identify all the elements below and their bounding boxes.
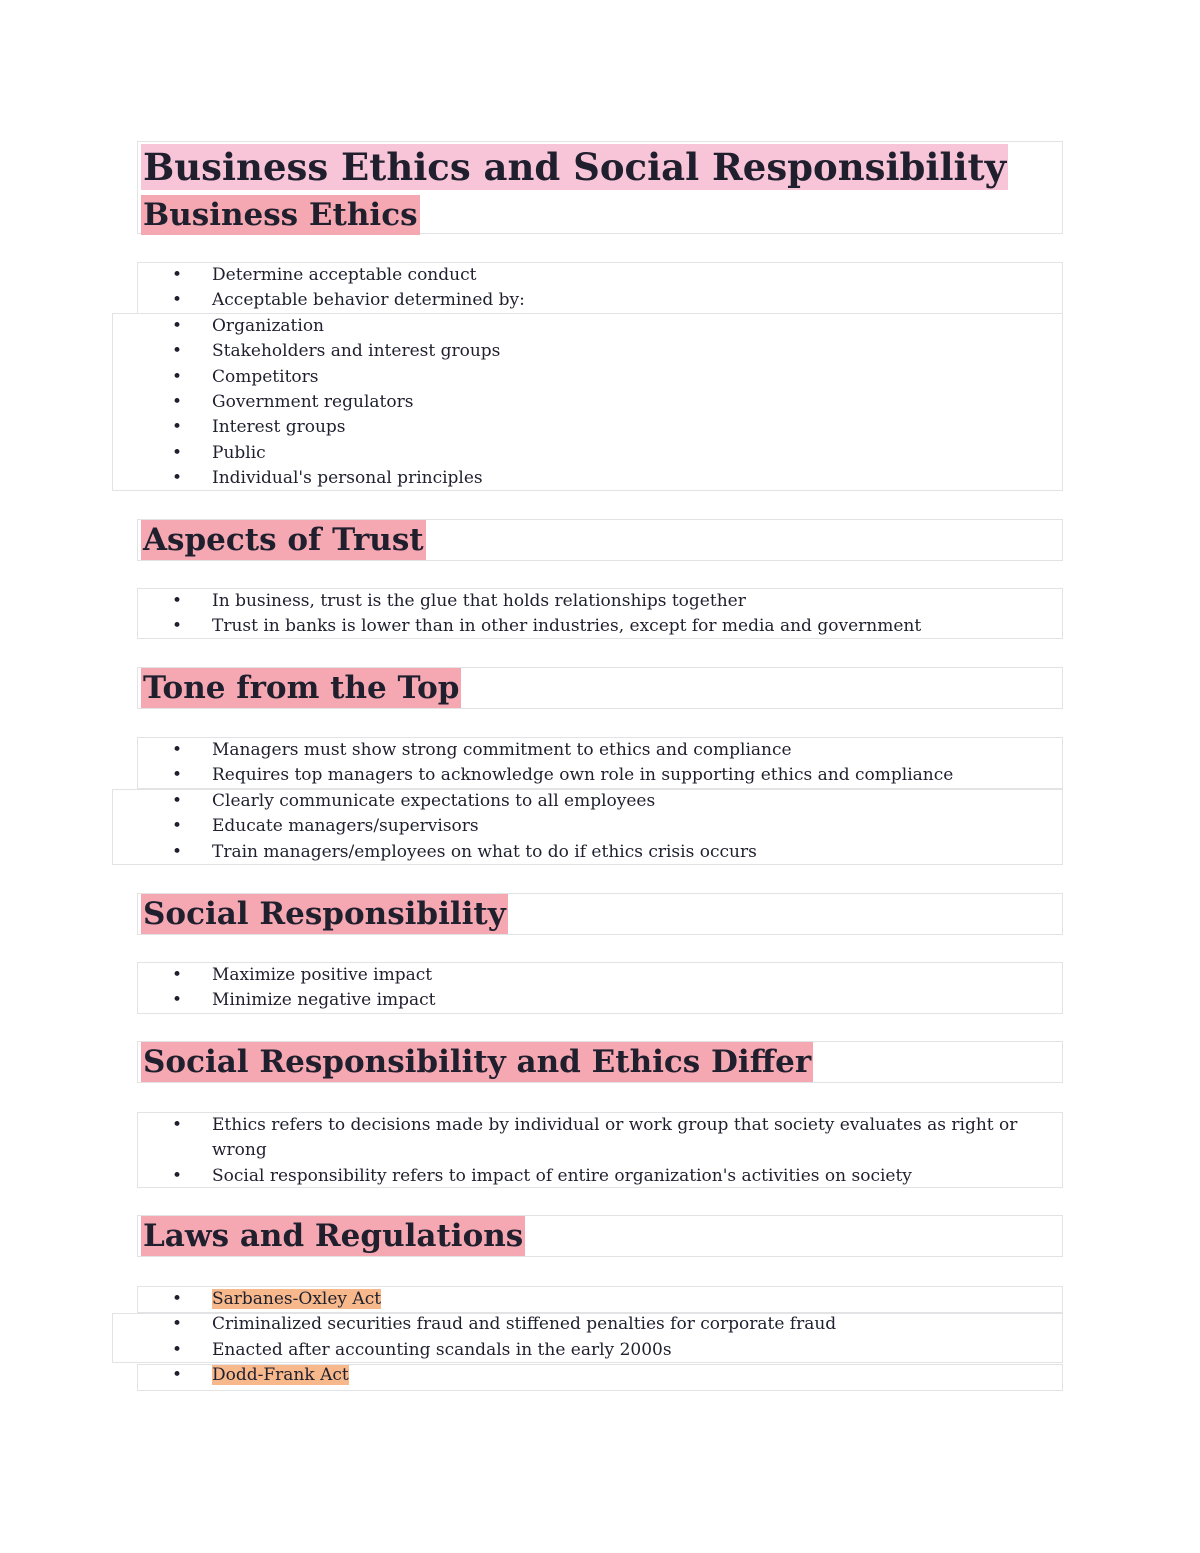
list-item: • In business, trust is the glue that holds relationships together — [172, 589, 921, 614]
list-item: • Organization — [172, 314, 525, 339]
list-item: • Managers must show strong commitment to ethics and compliance — [172, 738, 953, 763]
section-heading-sr-and-ethics-differ: Social Responsibility and Ethics Differ — [143, 1044, 812, 1080]
list-item: • Stakeholders and interest groups — [172, 339, 525, 364]
list-item: • Clearly communicate expectations to all employees — [172, 789, 953, 814]
list-item: • Public — [172, 441, 525, 466]
act-name: Dodd-Frank Act — [212, 1365, 349, 1386]
list-item: • Social responsibility refers to impact of entire organization's activities on society — [172, 1164, 1057, 1189]
sr-and-ethics-differ-list — [172, 1113, 1057, 1189]
business-ethics-list — [172, 263, 525, 492]
list-item: • Maximize positive impact — [172, 963, 436, 988]
list-item: • Educate managers/supervisors — [172, 814, 953, 839]
page-title: Business Ethics and Social Responsibility — [143, 145, 1007, 189]
list-item: • Ethics refers to decisions made by individual or work group that society evaluates as right or wrong — [172, 1113, 1057, 1164]
list-item: • Minimize negative impact — [172, 988, 436, 1013]
list-item: • Criminalized securities fraud and stiffened penalties for corporate fraud — [172, 1312, 836, 1337]
list-item — [172, 1363, 836, 1388]
act-name: Sarbanes-Oxley Act — [212, 1289, 382, 1309]
list-item — [172, 1287, 836, 1312]
list-item: • Determine acceptable conduct — [172, 263, 525, 288]
social-responsibility-list — [172, 963, 436, 1014]
list-item: • Interest groups — [172, 415, 525, 440]
section-heading-aspects-of-trust: Aspects of Trust — [143, 522, 424, 558]
section-heading-tone-from-the-top: Tone from the Top — [143, 670, 460, 706]
list-item: • Enacted after accounting scandals in the early 2000s — [172, 1338, 836, 1363]
section-heading-business-ethics: Business Ethics — [143, 197, 418, 233]
list-item: • Trust in banks is lower than in other industries, except for media and government — [172, 614, 921, 639]
aspects-of-trust-list — [172, 589, 921, 640]
section-heading-social-responsibility: Social Responsibility — [143, 896, 506, 932]
list-item: • Acceptable behavior determined by: — [172, 288, 525, 313]
section-heading-laws-and-regulations: Laws and Regulations — [143, 1218, 524, 1254]
list-item: • Competitors — [172, 365, 525, 390]
tone-from-the-top-list — [172, 738, 953, 865]
list-item: • Requires top managers to acknowledge own role in supporting ethics and compliance — [172, 763, 953, 788]
laws-and-regulations-list — [172, 1287, 836, 1389]
list-item: • Individual's personal principles — [172, 466, 525, 491]
list-item: • Government regulators — [172, 390, 525, 415]
list-item: • Train managers/employees on what to do if ethics crisis occurs — [172, 840, 953, 865]
